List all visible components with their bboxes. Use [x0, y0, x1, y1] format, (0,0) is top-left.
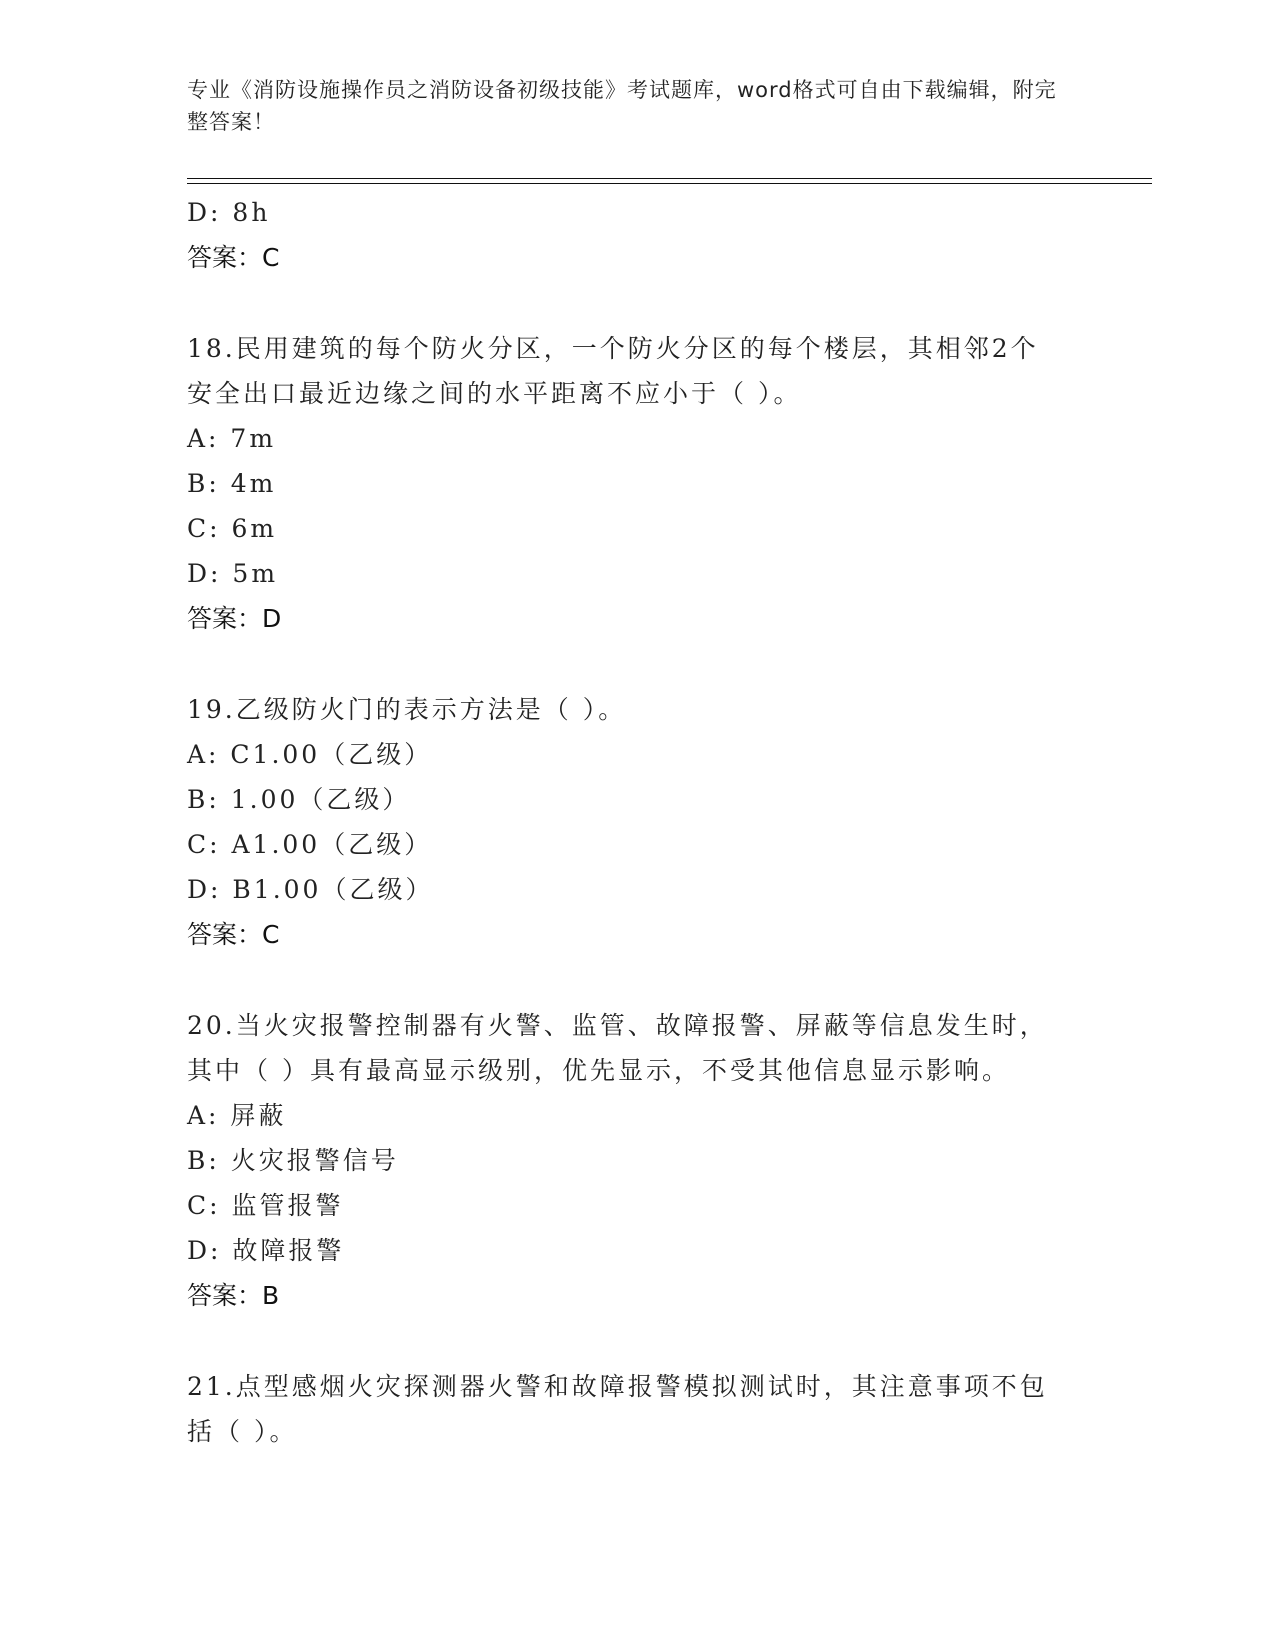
question-text: 18.民用建筑的每个防火分区，一个防火分区的每个楼层，其相邻2个	[187, 334, 1039, 363]
answer: 答案：C	[187, 920, 280, 949]
option-d: D: 5m	[187, 559, 279, 588]
question-text: 括（ ）。	[187, 1417, 298, 1446]
option-d: D: 故障报警	[187, 1236, 345, 1265]
option-a: A: 7m	[187, 424, 277, 453]
answer: 答案：B	[187, 1281, 280, 1310]
option-c: C: A1.00（乙级）	[187, 830, 433, 859]
answer: 答案：D	[187, 604, 282, 633]
question-19	[187, 687, 1087, 957]
question-18	[187, 326, 1087, 641]
option-d: D: 8h	[187, 198, 271, 227]
document-header: 专业《消防设施操作员之消防设备初级技能》考试题库，word格式可自由下载编辑，附完整答案！	[187, 78, 1057, 134]
question-text: 20.当火灾报警控制器有火警、监管、故障报警、屏蔽等信息发生时，	[187, 1011, 1048, 1040]
question-20	[187, 1003, 1087, 1318]
option-a: A: 屏蔽	[187, 1101, 287, 1130]
spacer	[187, 641, 1087, 687]
question-content	[187, 190, 1087, 1454]
header-divider-bottom	[187, 183, 1152, 184]
question-text: 19.乙级防火门的表示方法是（ ）。	[187, 695, 627, 724]
question-21	[187, 1364, 1087, 1454]
spacer	[187, 957, 1087, 1003]
option-c: C: 6m	[187, 514, 278, 543]
option-d: D: B1.00（乙级）	[187, 875, 434, 904]
option-a: A: C1.00（乙级）	[187, 740, 433, 769]
option-b: B: 1.00（乙级）	[187, 785, 411, 814]
spacer	[187, 280, 1087, 326]
option-b: B: 4m	[187, 469, 277, 498]
option-b: B: 火灾报警信号	[187, 1146, 399, 1175]
question-text: 21.点型感烟火灾探测器火警和故障报警模拟测试时，其注意事项不包	[187, 1372, 1048, 1401]
answer: 答案：C	[187, 243, 280, 272]
question-text: 其中（ ）具有最高显示级别，优先显示，不受其他信息显示影响。	[187, 1056, 1010, 1085]
header-divider-top	[187, 178, 1152, 179]
question-text: 安全出口最近边缘之间的水平距离不应小于（ ）。	[187, 379, 802, 408]
option-c: C: 监管报警	[187, 1191, 344, 1220]
spacer	[187, 1318, 1087, 1364]
